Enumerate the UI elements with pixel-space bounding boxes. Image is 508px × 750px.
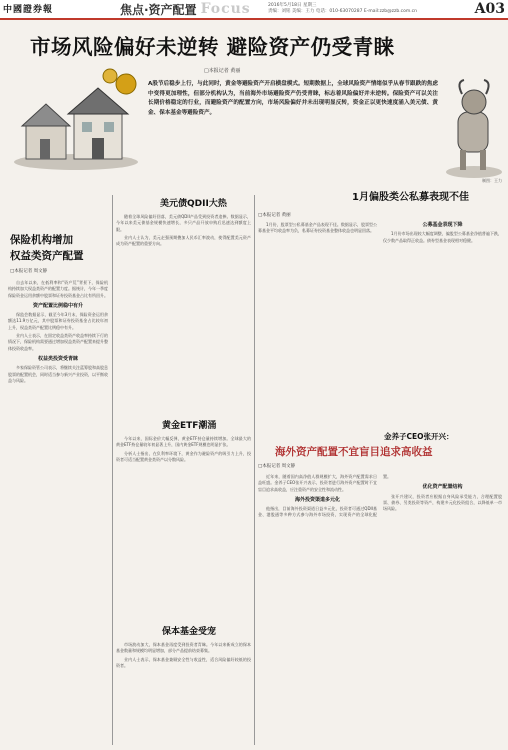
right-author-1: □本报记者 黄丽 — [258, 213, 291, 218]
paragraph: 1月份，股票型公私募基金产品表现不佳。数据显示，股票型公募基金平均收益率为负，私募证券投资基金整体收益也明显回落。 — [258, 222, 377, 234]
paragraph: 业内人士表示，保本基金兼顾安全性与收益性，适合风险偏好较低的投资者。 — [116, 656, 251, 668]
lead-summary: A股节后稳步上行，与此同时，黄金等避险资产开启横盘模式。短期数据上，全球风险资产情绪似乎从春节跟跌的焦虑中变得更加理性，但部分机构认为，当前海外市场避险资产仍受青睐，标志着风险偏好并未逆转。保险资产可以关注长期价格稳定的行业，而避险资产的配置方向，市场风险偏好并未出现明显反转，资金正以更快速度涌入美元债、黄金、保本基金等避险资产。 — [148, 81, 438, 116]
paragraph: 自去年以来，在低利率和“资产荒”背景下，保险机构持续加大权益类资产的配置力度。据统计，今年一季度保险资金运用余额中股票和证券投资基金占比有所回升。 — [8, 280, 108, 298]
left-article-body — [8, 280, 108, 742]
middle-article-2-body — [116, 436, 251, 596]
left-title-line1: 保险机构增加 — [10, 234, 73, 246]
middle-article-3-body — [116, 642, 251, 742]
house-illustration — [6, 54, 146, 174]
right-author-2: □本报记者 周文静 — [258, 464, 296, 469]
paragraph: 保监会数据显示，截至今年3月末，保险资金运用余额达11.9万亿元，其中股票和证券投资基金占比较年初上升，权益类资产配置比例稳中有升。 — [8, 312, 108, 330]
section-title-cn: 焦点·资产配置 — [120, 2, 197, 17]
left-article-title — [10, 232, 84, 264]
right-subhead-2: 海外投资渠道多元化 — [294, 496, 340, 503]
paragraph: 分析人士指出，在负利率环境下，黄金作为避险资产的吸引力上升，投资者可适当配置黄金类资产以分散风险。 — [116, 450, 251, 462]
column-divider — [254, 195, 255, 745]
right-subhead-1: 公募基金表现下降 — [422, 222, 463, 228]
right-article-2-body — [258, 474, 502, 744]
right-title-1: 1月偏股类公私募表现不佳 — [352, 192, 469, 203]
paragraph: 业内人士表示，在固定收益类资产收益率持续下行的情况下，保险机构需要通过增加权益类资产配置来提升整体投资收益率。 — [8, 333, 108, 351]
header-contact: 责编：刘铭 美编：王力 电话：010-63070287 E-mail:zzb@zzb.com.cn — [268, 9, 417, 14]
left-subhead-2: 权益类投资受青睐 — [37, 355, 78, 362]
right-subhead-3: 优化资产配置结构 — [422, 484, 463, 491]
left-subhead-1: 资产配置比例稳中有升 — [32, 302, 83, 309]
middle-title-1: 美元债QDII大热 — [160, 199, 227, 209]
paragraph: 业内人士认为，美元走强预期叠加人民币汇率波动，使得配置美元资产成为资产配置的重要方向。 — [116, 234, 251, 247]
right-article-1-body — [258, 222, 502, 372]
middle-title-2: 黄金ETF潮涌 — [162, 421, 217, 431]
bull-illustration — [440, 72, 504, 182]
main-headline: 市场风险偏好未逆转 避险资产仍受青睐 — [30, 35, 395, 59]
section-title — [120, 0, 251, 18]
middle-article-1-body — [116, 214, 251, 414]
section-title-en: Focus — [200, 1, 251, 17]
page-header — [0, 0, 508, 20]
paragraph: 多家保险资管公司表示，将继续关注蓝筹股和高股息股票的配置机会，同时适当参与新兴产业投资，以平衡收益与风险。 — [8, 365, 108, 383]
header-date: 2016年5月18日 星期三 — [268, 3, 317, 8]
left-title-line2: 权益类资产配置 — [10, 250, 84, 262]
paragraph: 随着全球风险偏好回落，美元债QDII产品受到投资者追捧。数据显示，今年以来美元债基金规模快速增长，多只产品开放申购后迅速达到额度上限。 — [116, 214, 251, 232]
right-title-2: 金养子CEO张开兴： — [384, 432, 454, 441]
masthead: 中國證券報 — [3, 5, 54, 15]
lead-byline: □本报记者 黄丽 — [204, 68, 241, 74]
right-title-3: 海外资产配置不宜盲目追求高收益 — [275, 446, 433, 458]
header-meta — [268, 3, 417, 15]
middle-title-3: 保本基金受宠 — [162, 627, 217, 637]
paragraph: 1月份市场出现较大幅度调整，偏股型公募基金净值普遍下跌，仅少数产品取得正收益。债券型基金表现相对稳健。 — [383, 231, 502, 243]
column-divider — [112, 195, 113, 745]
photo-credit: 制图：王力 — [482, 178, 502, 183]
page-number: A03 — [474, 1, 505, 17]
left-author: □本报记者 周文静 — [10, 269, 48, 274]
paragraph: 市场波动加大，保本基金再度受到投资者青睐。今年以来新成立的保本基金数量和规模均明显增加，部分产品提前结束募集。 — [116, 642, 251, 654]
paragraph: 张开兴建议，投资者应根据自身风险承受能力，合理配置股票、债券、另类投资等资产，构建多元化投资组合，以降低单一市场风险。 — [383, 493, 502, 512]
paragraph: 他指出，目前海外投资渠道日益多元化，投资者可通过QDII基金、港股通等多种方式参与海外市场投资，实现资产的全球化配置。 — [258, 474, 391, 518]
paragraph: 近年来，随着国内高净值人群规模扩大，海外资产配置需求日益旺盛。金养子CEO张开兴表示，投资者进行海外资产配置时不宜盲目追求高收益，应注重资产的安全性和流动性。 — [258, 474, 377, 492]
paragraph: 今年以来，国际金价大幅反弹，黄金ETF持仓量持续增加。全球最大的黄金ETF持仓量较年初显著上升，国内黄金ETF规模也明显扩张。 — [116, 436, 251, 448]
